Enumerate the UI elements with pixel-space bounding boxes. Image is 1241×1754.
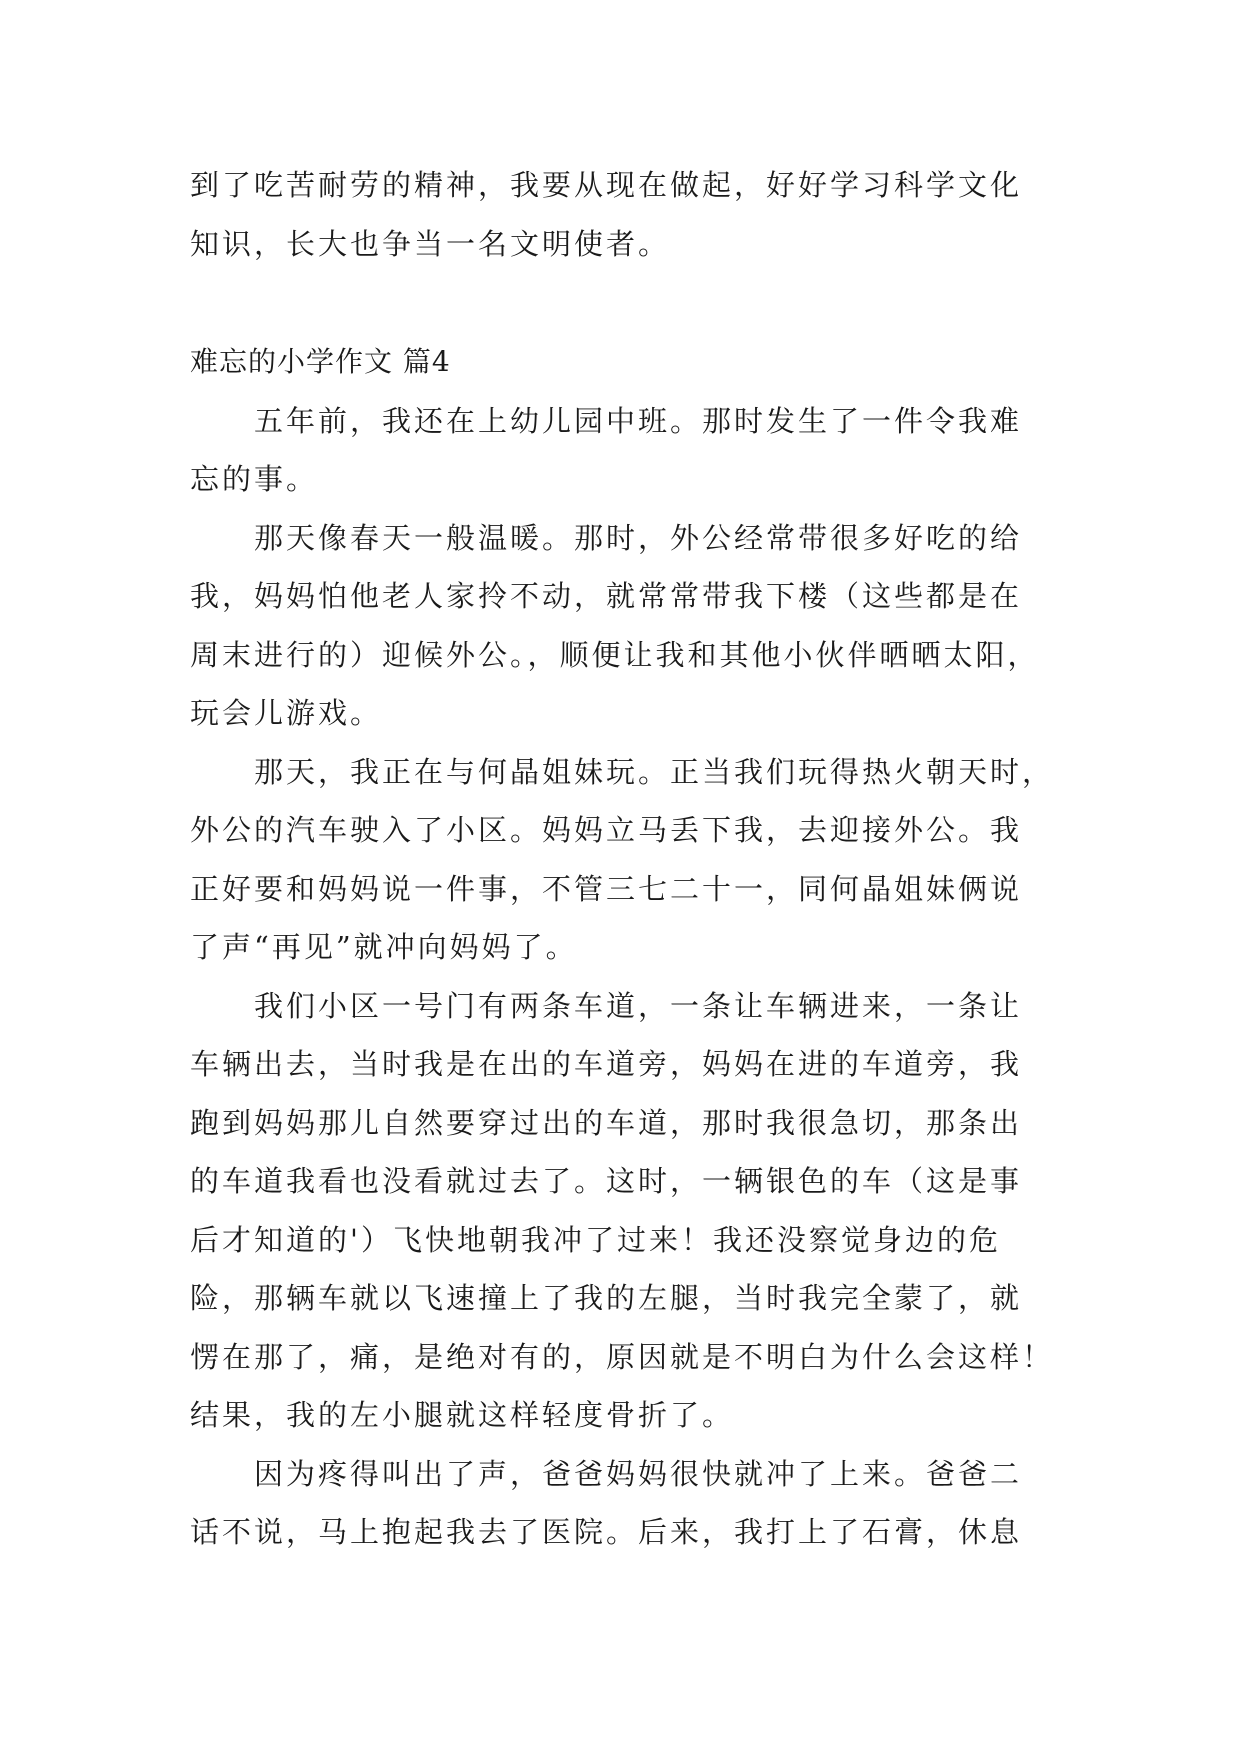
paragraph-first-line: 我们小区一号门有两条车道，一条让车辆进来，一条让 <box>254 989 1023 1023</box>
paragraph-first-line: 那天，我正在与何晶姐妹玩。正当我们玩得热火朝天时， <box>254 755 1055 789</box>
paragraph-first-line: 五年前，我还在上幼儿园中班。那时发生了一件令我难 <box>254 404 1023 438</box>
text-line: 车辆出去，当时我是在出的车道旁，妈妈在进的车道旁，我 <box>190 1047 1023 1081</box>
text-line: 到了吃苦耐劳的精神，我要从现在做起，好好学习科学文化 <box>190 168 1023 202</box>
text-line: 了声“再见”就冲向妈妈了。 <box>190 930 578 964</box>
text-line: 话不说，马上抱起我去了医院。后来，我打上了石膏，休息 <box>190 1515 1023 1549</box>
paragraph-first-line: 因为疼得叫出了声，爸爸妈妈很快就冲了上来。爸爸二 <box>254 1457 1023 1491</box>
text-line: 我，妈妈怕他老人家拎不动，就常常带我下楼（这些都是在 <box>190 579 1023 613</box>
section-heading: 难忘的小学作文 篇4 <box>190 345 451 378</box>
text-line: 险，那辆车就以飞速撞上了我的左腿，当时我完全蒙了，就 <box>190 1281 1023 1315</box>
text-line: 后才知道的'）飞快地朝我冲了过来！我还没察觉身边的危 <box>190 1223 1001 1257</box>
text-line: 结果，我的左小腿就这样轻度骨折了。 <box>190 1398 735 1432</box>
paragraph-first-line: 那天像春天一般温暖。那时，外公经常带很多好吃的给 <box>254 521 1023 555</box>
text-line: 周末进行的）迎候外公。，顺便让我和其他小伙伴晒晒太阳， <box>190 638 1040 672</box>
text-line: 忘的事。 <box>190 462 319 496</box>
text-line: 跑到妈妈那儿自然要穿过出的车道，那时我很急切，那条出 <box>190 1106 1023 1140</box>
text-line: 的车道我看也没看就过去了。这时，一辆银色的车（这是事 <box>190 1164 1023 1198</box>
text-line: 玩会儿游戏。 <box>190 696 383 730</box>
text-line: 知识，长大也争当一名文明使者。 <box>190 227 671 261</box>
text-line: 愣在那了，痛，是绝对有的，原因就是不明白为什么会这样！ <box>190 1340 1055 1374</box>
text-line: 正好要和妈妈说一件事，不管三七二十一，同何晶姐妹俩说 <box>190 872 1023 906</box>
text-line: 外公的汽车驶入了小区。妈妈立马丢下我，去迎接外公。我 <box>190 813 1023 847</box>
